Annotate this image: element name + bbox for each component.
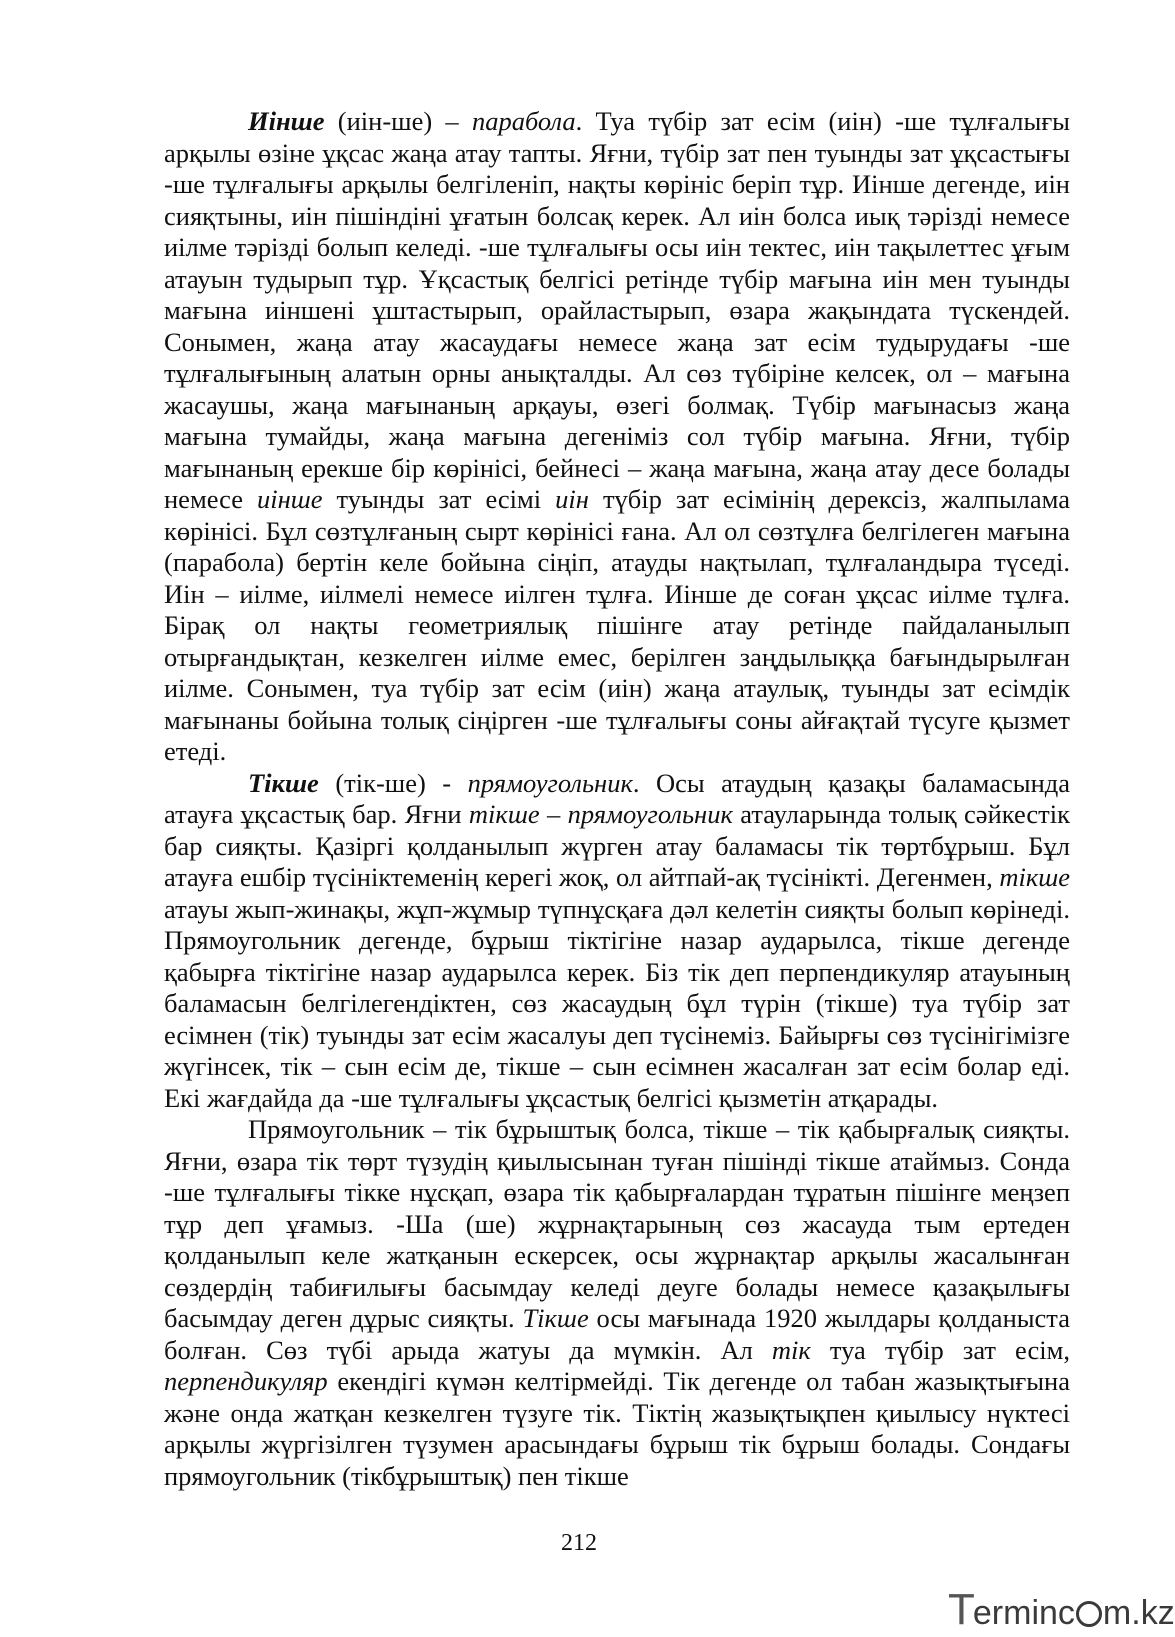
text-run: туынды зат есімі [322,484,556,514]
text-run: (тік-ше) - [318,767,468,798]
text-run: атауларында толық сәйкестік бар сияқты. Қазіргі қолданылып жүрген атау баламасы тік төртбұрыш. Бұл атауға ешбір түсініктеменің керегі жоқ, ол айтпай-ақ түсінікті. Дегенмен, [164,799,1070,892]
page-body [164,106,1070,1492]
text-run: туа түбір зат есім, [810,1334,1071,1365]
text-run: . Осы атаудың қазақы баламасында атауға ұқсастық бар. Яғни [164,767,1070,829]
text-run: осы мағынада 1920 жылдары қолданыста болған. Сөз түбі арыда жатуы да мүмкін. Ал [164,1303,1070,1365]
italic-text: иінше [257,484,323,514]
logo-letter-t: T [948,1585,973,1634]
italic-text: прямоугольник [467,767,633,798]
text-run: атауы жып-жинақы, жұп-жұмыр түпнұсқаға дәл келетін сияқты болып көрінеді. Прямоугольник дегенде, бұрыш тіктігіне назар аударылса, тікше дегенде қабырға тіктігіне назар аударылса керек. Біз тік деп перпендикуляр атауының баламасын белгілегендіктен, сөз жасаудың бұл түрін (тікше) туа түбір зат есімнен (тік) туынды зат есім жасалуы деп түсінеміз. Байырғы сөз түсінігімізге жүгінсек, тік – сын есім де, тікше – сын есімнен жасалған зат есім болар еді. Екі жағдайда да -ше тұлғалығы ұқсастық белгісі қызметін атқарады. [164,893,1070,1113]
italic-text: тікше – прямоугольник [468,799,733,829]
paragraph-3 [164,1114,1070,1492]
text-run: . Туа түбір зат есім (иін) -ше тұлғалығы арқылы өзіне ұқсас жаңа атау тапты. Яғни, түбір зат пен туынды зат ұқсастығы -ше тұлғалығы арқылы белгіленіп, нақты көрініс беріп тұр. Иінше дегенде, иін сияқтыны, иін пішіндіні ұғатын болсақ керек. Ал иін болса иық тәрізді немесе иілме тәрізді болып келеді. -ше тұлғалығы осы иін тектес, иін тақылеттес ұғым атауын тудырып тұр. Ұқсастық белгісі ретінде түбір мағына иін мен туынды мағына иіншені ұштастырып, орайластырып, өзара жақындата түскендей. Сонымен, жаңа атау жасаудағы немесе жаңа зат есім тудырудағы -ше тұлғалығының алатын орны анықталды. Ал сөз түбіріне келсек, ол – мағына жасаушы, жаңа мағынаның арқауы, өзегі болмақ. Түбір мағынасыз жаңа мағына тумайды, жаңа мағына дегеніміз сол түбір мағына. Яғни, түбір мағынаның ерекше бір көрінісі, бейнесі – жаңа мағына, жаңа атау десе болады немесе [164,106,1070,514]
italic-text: перпендикуляр [164,1366,328,1396]
term-heading: Иінше [248,106,325,136]
paragraph-1 [164,106,1070,768]
italic-text: тік [771,1334,811,1365]
text-run: екендігі күмән келтірмейді. Тік дегенде ол табан жазықтығына және онда жатқан кезкелген түзуге тік. Тіктің жазықтықпен қиылысу нүктесі арқылы жүргізілген түзумен арасындағы бұрыш тік бұрыш болады. Сондағы прямоугольник (тікбұрыштық) пен тікше [164,1366,1070,1491]
italic-text: Тікше [522,1303,589,1333]
paragraph-2 [164,768,1070,1115]
text-run: Прямоугольник – тік бұрыштық болса, тікше – тік қабырғалық сияқты. Яғни, өзара тік төрт түзудің қиылысынан туған пішінді тікше атаймыз. Сонда -ше тұлғалығы тікке нұсқап, өзара тік қабырғалардан тұратын пішінге меңзеп тұр деп ұғамыз. -Ша (ше) жұрнақтарының сөз жасауда тым ертеден қолданылып келе жатқанын ескерсек, осы жұрнақтар арқылы жасалынған сөздердің табиғилығы басымдау келеді деуге болады немесе қазақылығы басымдау деген дұрыс сияқты. [164,1114,1070,1333]
termincom-logo [948,1585,1175,1634]
term-heading: Тікше [248,767,319,798]
page-number: 212 [561,1530,597,1556]
logo-text-part1: erminc [972,1594,1075,1632]
logo-text-part2: m.kz [1102,1594,1175,1632]
italic-text: парабола [471,106,576,136]
logo-o-circle-icon [1076,1601,1102,1627]
italic-text: тікше [999,862,1070,892]
text-run: түбір зат есімінің дерексіз, жалпылама көрінісі. Бұл сөзтұлғаның сырт көрінісі ғана. Ал ол сөзтұлға белгілеген мағына (парабола) бертін келе бойына сіңіп, атауды нақтылап, тұлғаландыра түседі. Иін – иілме, иілмелі немесе иілген тұлға. Иінше де соған ұқсас иілме тұлға. Бірақ ол нақты геометриялық пішінге атау ретінде пайдаланылып отырғандықтан, кезкелген иілме емес, берілген заңдылыққа бағындырылған иілме. Сонымен, туа түбір зат есім (иін) жаңа атаулық, туынды зат есімдік мағынаны бойына толық сіңірген -ше тұлғалығы соны айғақтай түсуге қызмет етеді. [164,484,1070,766]
italic-text: иін [555,484,589,514]
text-run: (иін-ше) – [324,106,472,136]
